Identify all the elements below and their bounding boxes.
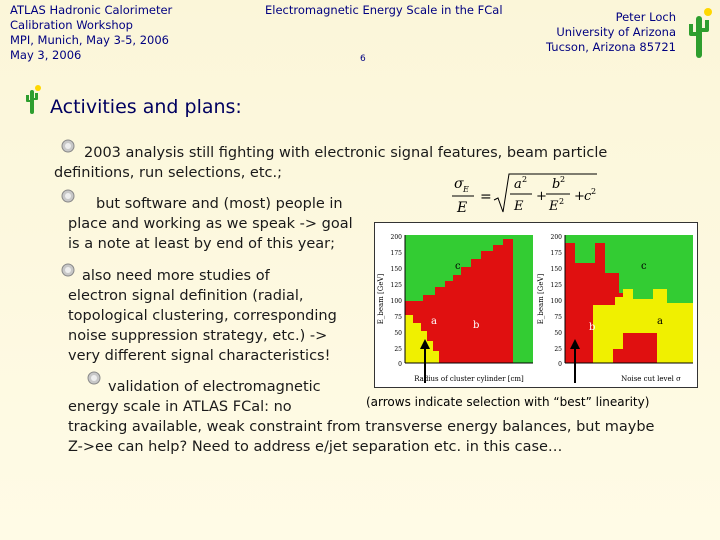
- bullet-3: [68, 266, 368, 366]
- y-tick-label: 200: [550, 234, 562, 241]
- region-label-c: c: [641, 261, 647, 272]
- x-axis-label: Noise cut level σ: [621, 375, 681, 383]
- y-tick-label: 0: [398, 361, 402, 368]
- svg-text:σ: σ: [454, 176, 464, 192]
- svg-text:E: E: [457, 200, 468, 216]
- bullet-2: [68, 194, 368, 254]
- svg-text:+: +: [536, 189, 547, 204]
- y-tick-label: 100: [390, 298, 402, 305]
- cactus-bullet-icon: [22, 84, 42, 116]
- y-tick-label: 125: [390, 282, 402, 289]
- bullet-line: is a note at least by end of this year;: [68, 236, 336, 252]
- y-tick-label: 175: [550, 250, 562, 257]
- y-tick-label: 175: [390, 250, 402, 257]
- bullet-line: definitions, run selections, etc.;: [54, 165, 282, 181]
- bullet-4: [68, 377, 708, 457]
- svg-text:=: =: [480, 189, 492, 205]
- page-number: 6: [360, 54, 366, 64]
- bullet-line: very different signal characteristics!: [68, 348, 331, 364]
- region-label-a: a: [431, 316, 437, 327]
- region-label-b: b: [473, 320, 480, 331]
- bullet-line: noise suppression strategy, etc.) ->: [68, 328, 328, 344]
- header-line: May 3, 2006: [10, 48, 82, 62]
- slide-title: Activities and plans:: [50, 96, 242, 118]
- bullet-line: also need more studies of: [82, 268, 270, 284]
- heatmap-right: [537, 234, 693, 383]
- y-tick-label: 75: [554, 314, 562, 321]
- figure-caption: (arrows indicate selection with “best” linearity): [366, 395, 650, 409]
- header-line: Calibration Workshop: [10, 18, 133, 32]
- y-tick-label: 75: [394, 314, 402, 321]
- y-tick-label: 150: [550, 266, 562, 273]
- svg-text:2: 2: [522, 175, 528, 184]
- bullet-line: place and working as we speak -> goal: [68, 216, 353, 232]
- bullet-line: 2003 analysis still fighting with electronic signal features, beam particle: [84, 145, 608, 161]
- bullet-line: but software and (most) people in: [96, 196, 343, 212]
- y-tick-label: 50: [394, 330, 402, 337]
- region-label-c: c: [455, 261, 461, 272]
- y-tick-label: 25: [554, 346, 562, 353]
- svg-text:b: b: [552, 177, 561, 192]
- heatmap-figure: [374, 222, 698, 388]
- header-right: [546, 10, 676, 55]
- y-tick-label: 100: [550, 298, 562, 305]
- bullet-line: validation of electromagnetic: [108, 379, 321, 395]
- header-line: MPI, Munich, May 3-5, 2006: [10, 33, 169, 47]
- y-tick-label: 50: [554, 330, 562, 337]
- header-line: Tucson, Arizona 85721: [546, 40, 676, 54]
- y-axis-label: E_beam [GeV]: [377, 273, 385, 325]
- y-tick-label: 0: [558, 361, 562, 368]
- header-left: [10, 3, 172, 63]
- resolution-formula: [450, 170, 600, 220]
- bullet-line: electron signal definition (radial,: [68, 288, 304, 304]
- svg-text:2: 2: [591, 187, 597, 196]
- svg-text:c: c: [584, 189, 592, 204]
- y-tick-label: 150: [390, 266, 402, 273]
- region-label-a: a: [657, 316, 663, 327]
- header-line: University of Arizona: [556, 25, 676, 39]
- header-center: Electromagnetic Energy Scale in the FCal: [265, 3, 503, 17]
- formula-render: [450, 170, 600, 216]
- svg-text:E: E: [549, 199, 559, 214]
- svg-text:E: E: [463, 185, 469, 194]
- svg-text:a: a: [514, 177, 522, 192]
- region-label-b: b: [589, 322, 596, 333]
- heatmap-svg: [375, 223, 697, 387]
- x-axis-label: Radius of cluster cylinder [cm]: [414, 375, 524, 383]
- svg-text:+: +: [574, 189, 585, 204]
- bullet-line: topological clustering, corresponding: [68, 308, 337, 324]
- bullet-line: tracking available, weak constraint from transverse energy balances, but maybe: [68, 419, 655, 435]
- y-axis-label: E_beam [GeV]: [537, 273, 545, 325]
- svg-text:2: 2: [560, 175, 566, 184]
- header-line: ATLAS Hadronic Calorimeter: [10, 3, 173, 17]
- header-line: Peter Loch: [615, 10, 676, 24]
- heatmap-left: [377, 234, 533, 383]
- bullet-line: energy scale in ATLAS FCal: no: [68, 399, 292, 415]
- y-tick-label: 200: [390, 234, 402, 241]
- svg-text:E: E: [514, 199, 524, 214]
- svg-text:2: 2: [559, 197, 565, 206]
- y-tick-label: 25: [394, 346, 402, 353]
- y-tick-label: 125: [550, 282, 562, 289]
- cactus-logo-icon: [684, 6, 714, 62]
- bullet-line: Z->ee can help? Need to address e/jet separation etc. in this case…: [68, 439, 563, 455]
